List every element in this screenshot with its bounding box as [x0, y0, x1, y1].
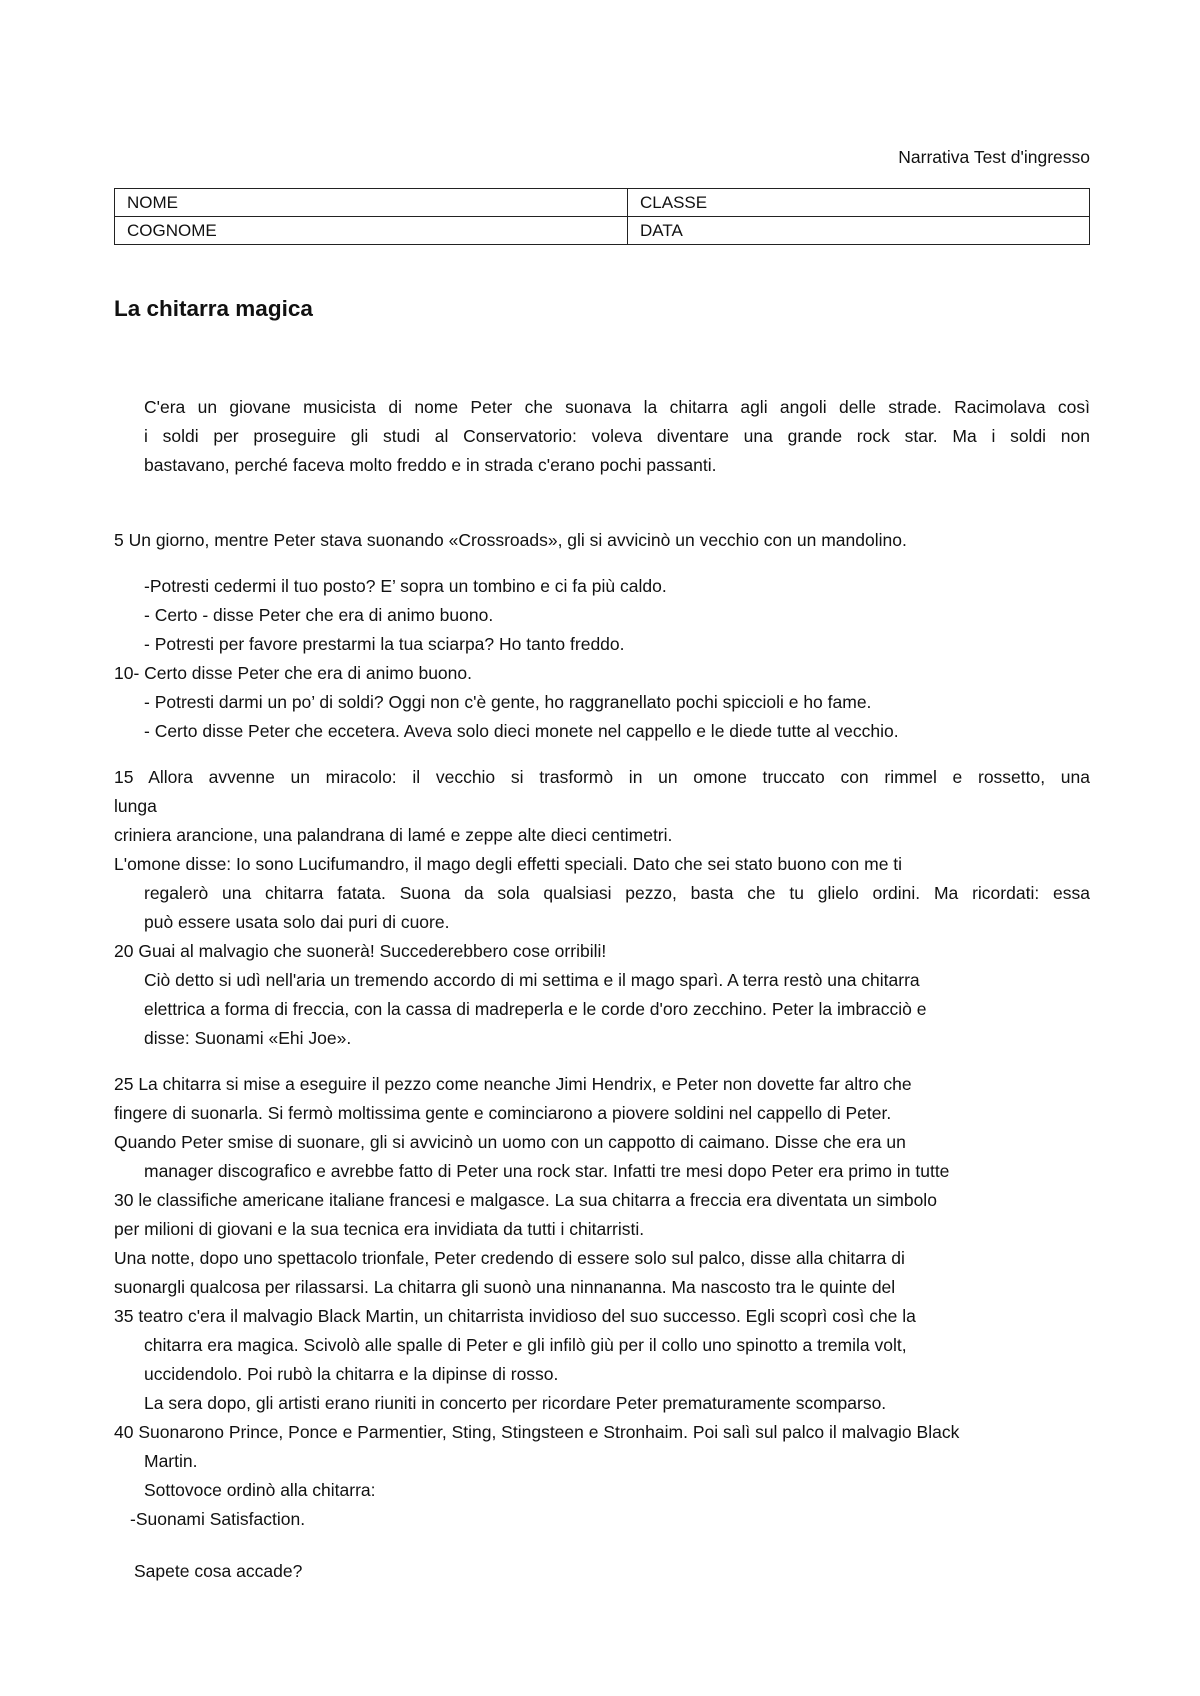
table-row: [115, 217, 1090, 245]
text-line: 20 Guai al malvagio che suonerà! Succederebbero cose orribili!: [114, 941, 607, 961]
text-line: Sapete cosa accade?: [134, 1561, 303, 1581]
text-line: 30 le classifiche americane italiane francesi e malgasce. La sua chitarra a freccia era diventata un simbolo: [114, 1190, 937, 1210]
text-line: regalerò una chitarra fatata. Suona da sola qualsiasi pezzo, basta che tu glielo ordini. Ma ricordati: essa: [144, 883, 1090, 903]
class-cell: CLASSE: [628, 189, 1090, 217]
text-line: disse: Suonami «Ehi Joe».: [144, 1028, 352, 1048]
text-line: Quando Peter smise di suonare, gli si avvicinò un uomo con un cappotto di caimano. Disse che era un: [114, 1132, 906, 1152]
text-line: La sera dopo, gli artisti erano riuniti in concerto per ricordare Peter prematuramente scomparso.: [144, 1393, 887, 1413]
text-line: fingere di suonarla. Si fermò moltissima gente e cominciarono a piovere soldini nel cappello di Peter.: [114, 1103, 892, 1123]
text-line: - Potresti darmi un po’ di soldi? Oggi non c'è gente, ho raggranellato pochi spiccioli e ho fame.: [144, 692, 872, 712]
story-title: La chitarra magica: [114, 296, 313, 321]
text-line: 10- Certo disse Peter che era di animo buono.: [114, 663, 472, 683]
text-line: C'era un giovane musicista di nome Peter che suonava la chitarra agli angoli delle strade. Racimolava così: [144, 397, 1090, 417]
text-line: - Certo disse Peter che eccetera. Aveva solo dieci monete nel cappello e le diede tutte al vecchio.: [144, 721, 899, 741]
text-line: suonargli qualcosa per rilassarsi. La chitarra gli suonò una ninnananna. Ma nascosto tra le quinte del: [114, 1277, 896, 1297]
text-line: Sottovoce ordinò alla chitarra:: [144, 1480, 376, 1500]
header-label: Narrativa Test d'ingresso: [898, 147, 1090, 167]
text-line: Ciò detto si udì nell'aria un tremendo accordo di mi settima e il mago sparì. A terra restò una chitarra: [144, 970, 920, 990]
surname-cell: COGNOME: [115, 217, 628, 245]
text-line: Martin.: [144, 1451, 198, 1471]
text-line: 25 La chitarra si mise a eseguire il pezzo come neanche Jimi Hendrix, e Peter non dovette far altro che: [114, 1074, 912, 1094]
name-cell: NOME: [115, 189, 628, 217]
text-line: Una notte, dopo uno spettacolo trionfale, Peter credendo di essere solo sul palco, disse alla chitarra di: [114, 1248, 905, 1268]
date-cell: DATA: [628, 217, 1090, 245]
text-line: elettrica a forma di freccia, con la cassa di madreperla e le corde d'oro zecchino. Peter la imbracciò e: [144, 999, 927, 1019]
text-line: - Potresti per favore prestarmi la tua sciarpa? Ho tanto freddo.: [144, 634, 625, 654]
text-line: L'omone disse: Io sono Lucifumandro, il mago degli effetti speciali. Dato che sei stato buono con me ti: [114, 854, 903, 874]
text-line: criniera arancione, una palandrana di lamé e zeppe alte dieci centimetri.: [114, 825, 673, 845]
text-line: 35 teatro c'era il malvagio Black Martin, un chitarrista invidioso del suo successo. Egli scoprì così che la: [114, 1306, 916, 1326]
text-line: -Potresti cedermi il tuo posto? E’ sopra un tombino e ci fa più caldo.: [144, 576, 667, 596]
text-line: chitarra era magica. Scivolò alle spalle di Peter e gli infilò giù per il collo uno spinotto a tremila volt,: [144, 1335, 907, 1355]
text-line: - Certo - disse Peter che era di animo buono.: [144, 605, 494, 625]
text-line: -Suonami Satisfaction.: [130, 1509, 306, 1529]
text-line: bastavano, perché faceva molto freddo e in strada c'erano pochi passanti.: [144, 455, 717, 475]
text-line: 40 Suonarono Prince, Ponce e Parmentier, Sting, Stingsteen e Stronhaim. Poi salì sul palco il malvagio Black: [114, 1422, 960, 1442]
text-line: 15 Allora avvenne un miracolo: il vecchio si trasformò in un omone truccato con rimmel e rossetto, una: [114, 767, 1090, 787]
text-line: 5 Un giorno, mentre Peter stava suonando «Crossroads», gli si avvicinò un vecchio con un mandolino.: [114, 530, 907, 550]
text-line: per milioni di giovani e la sua tecnica era invidiata da tutti i chitarristi.: [114, 1219, 645, 1239]
text-line: uccidendolo. Poi rubò la chitarra e la dipinse di rosso.: [144, 1364, 559, 1384]
student-info-table: [114, 188, 1090, 245]
text-line: lunga: [114, 796, 157, 816]
text-line: può essere usata solo dai puri di cuore.: [144, 912, 450, 932]
text-line: manager discografico e avrebbe fatto di Peter una rock star. Infatti tre mesi dopo Peter era primo in tutte: [144, 1161, 950, 1181]
table-row: [115, 189, 1090, 217]
text-line: i soldi per proseguire gli studi al Conservatorio: voleva diventare una grande rock star. Ma i soldi non: [144, 426, 1090, 446]
